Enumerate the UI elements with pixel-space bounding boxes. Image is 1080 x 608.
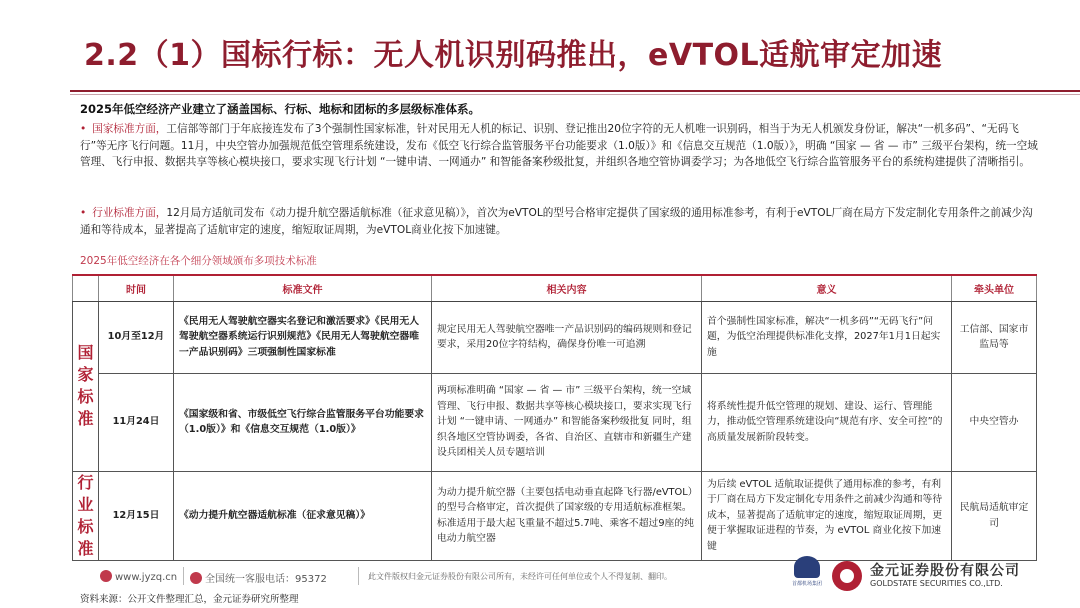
title-divider [70,90,1080,92]
cell-meaning: 为后续 eVTOL 适航取证提供了通用标准的参考，有利于厂商在局方下发定制化专用条件之前减少沟通和等待成本，显著提高了适航审定的速度，缩短取证周期，更便于掌握取证进程的节奏，为 eVTOL 商业化按下加速键 [702,471,952,560]
goldstate-name-en: GOLDSTATE SECURITIES CO.,LTD. [870,579,1003,588]
paragraph-body: 12月局方适航司发布《动力提升航空器适航标准（征求意见稿）》，首次为eVTOL的型号合格审定提供了国家级的通用标准参考，有利于eVTOL厂商在局方下发定制化专用条件之前减少沟通和等待成本，显著提高了适航审定的速度，缩短取证周期，为eVTOL商业化按下加速键。 [80,207,1033,236]
source-note: 资料来源：公开文件整理汇总，金元证券研究所整理 [80,594,299,605]
bullet-icon: • [80,123,87,135]
cell-lead-unit: 民航局适航审定司 [952,471,1037,560]
cell-meaning: 首个强制性国家标准，解决“一机多码”“无码飞行”问题，为低空治理提供标准化支撑，2027年1月1日起实施 [702,301,952,373]
paragraph-national [80,121,1040,171]
table-row [73,301,1037,373]
title-divider-thin [70,94,1080,95]
header-time: 时间 [99,275,174,301]
paragraph-heading: 国家标准方面， [92,123,167,135]
cell-content: 为动力提升航空器（主要包括电动垂直起降飞行器/eVTOL）的型号合格审定，首次提供了国家级的专用适航标准框架。标准适用于最大起飞重量不超过5.7吨、乘客不超过9座的纯电动力航空器 [432,471,702,560]
cell-document: 《动力提升航空器适航标准（征求意见稿）》 [174,471,432,560]
header-content: 相关内容 [432,275,702,301]
cell-lead-unit: 工信部、国家市监局等 [952,301,1037,373]
page-title: 2.2（1）国标行标：无人机识别码推出，eVTOL适航审定加速 [84,38,943,73]
footer-divider [183,567,184,585]
category-industry: 行 业 标 准 [73,471,99,560]
table-row [73,471,1037,560]
capital-airport-logo [790,556,824,594]
cell-time: 11月24日 [99,373,174,471]
cell-time: 12月15日 [99,471,174,560]
cell-lead-unit: 中央空管办 [952,373,1037,471]
footer-disclaimer: 此文件版权归金元证券股份有限公司所有，未经许可任何单位或个人不得复制、翻印。 [368,572,672,581]
header-document: 标准文件 [174,275,432,301]
cell-meaning: 将系统性提升低空管理的规划、建设、运行、管理能力，推动低空管理系统建设向“规范有序、安全可控”的高质量发展新阶段转变。 [702,373,952,471]
footer-hotline: 全国统一客服电话：95372 [190,570,327,585]
paragraph-industry [80,205,1040,238]
cell-document: 《国家级和省、市级低空飞行综合监管服务平台功能要求（1.0版）》和《信息交互规范（1.0版）》 [174,373,432,471]
cell-content: 两项标准明确 “国家 — 省 — 市” 三级平台架构，统一空域管理、飞行申报、数据共享等核心模块接口，要求实现飞行计划 “一键申请、一网通办” 和智能备案秒级批复 同时，组织各地区空管协调委，各省、自治区、直辖市和新疆生产建设兵团相关人员专题培训 [432,373,702,471]
footer-website[interactable]: www.jyzq.cn [100,570,177,583]
lead-sentence: 2025年低空经济产业建立了涵盖国标、行标、地标和团标的多层级标准体系。 [80,102,481,116]
airport-logo-icon [794,556,820,578]
goldstate-logo [832,560,1032,592]
header-category [73,275,99,301]
cell-document: 《民用无人驾驶航空器实名登记和激活要求》《民用无人驾驶航空器系统运行识别规范》《民用无人驾驶航空器唯一产品识别码》三项强制性国家标准 [174,301,432,373]
standards-table [72,274,1037,561]
paragraph-heading: 行业标准方面， [92,207,167,219]
goldstate-name-cn: 金元证券股份有限公司 [870,563,1020,579]
paragraph-body: 工信部等部门于年底接连发布了3个强制性国家标准，针对民用无人机的标记、识别、登记推出20位字符的无人机唯一识别码，相当于为无人机颁发身份证，解决“一机多码”、“无码飞行”等无序飞行问题。11月，中央空管办加强规范低空管理系统建设，发布《低空飞行综合监管服务平台功能要求（1.0版）》和《信息交互规范（1.0版）》，明确 “国家 — 省 — 市” 三级平台架构，统一空域管理、飞行申报、数据共享等核心模块接口，要求实现飞行计划 “一键申请、一网通办” 和智能备案秒级批复，并组织各地空管协调委学习；为各地低空飞行综合监管服务平台的系统构建提供了清晰指引。 [80,123,1038,169]
footer-divider [358,567,359,585]
cell-time: 10月至12月 [99,301,174,373]
header-meaning: 意义 [702,275,952,301]
globe-icon [100,570,112,582]
airport-logo-caption: 首都机场集团 [791,581,822,587]
category-national: 国 家 标 准 [73,301,99,471]
phone-icon [190,572,202,584]
table-row [73,373,1037,471]
table-header-row [73,275,1037,301]
table-caption: 2025年低空经济在各个细分领域颁布多项技术标准 [80,255,317,267]
goldstate-emblem-icon [832,561,862,591]
header-lead-unit: 牵头单位 [952,275,1037,301]
bullet-icon: • [80,207,87,219]
cell-content: 规定民用无人驾驶航空器唯一产品识别码的编码规则和登记要求，采用20位字符结构，确保身份唯一可追溯 [432,301,702,373]
